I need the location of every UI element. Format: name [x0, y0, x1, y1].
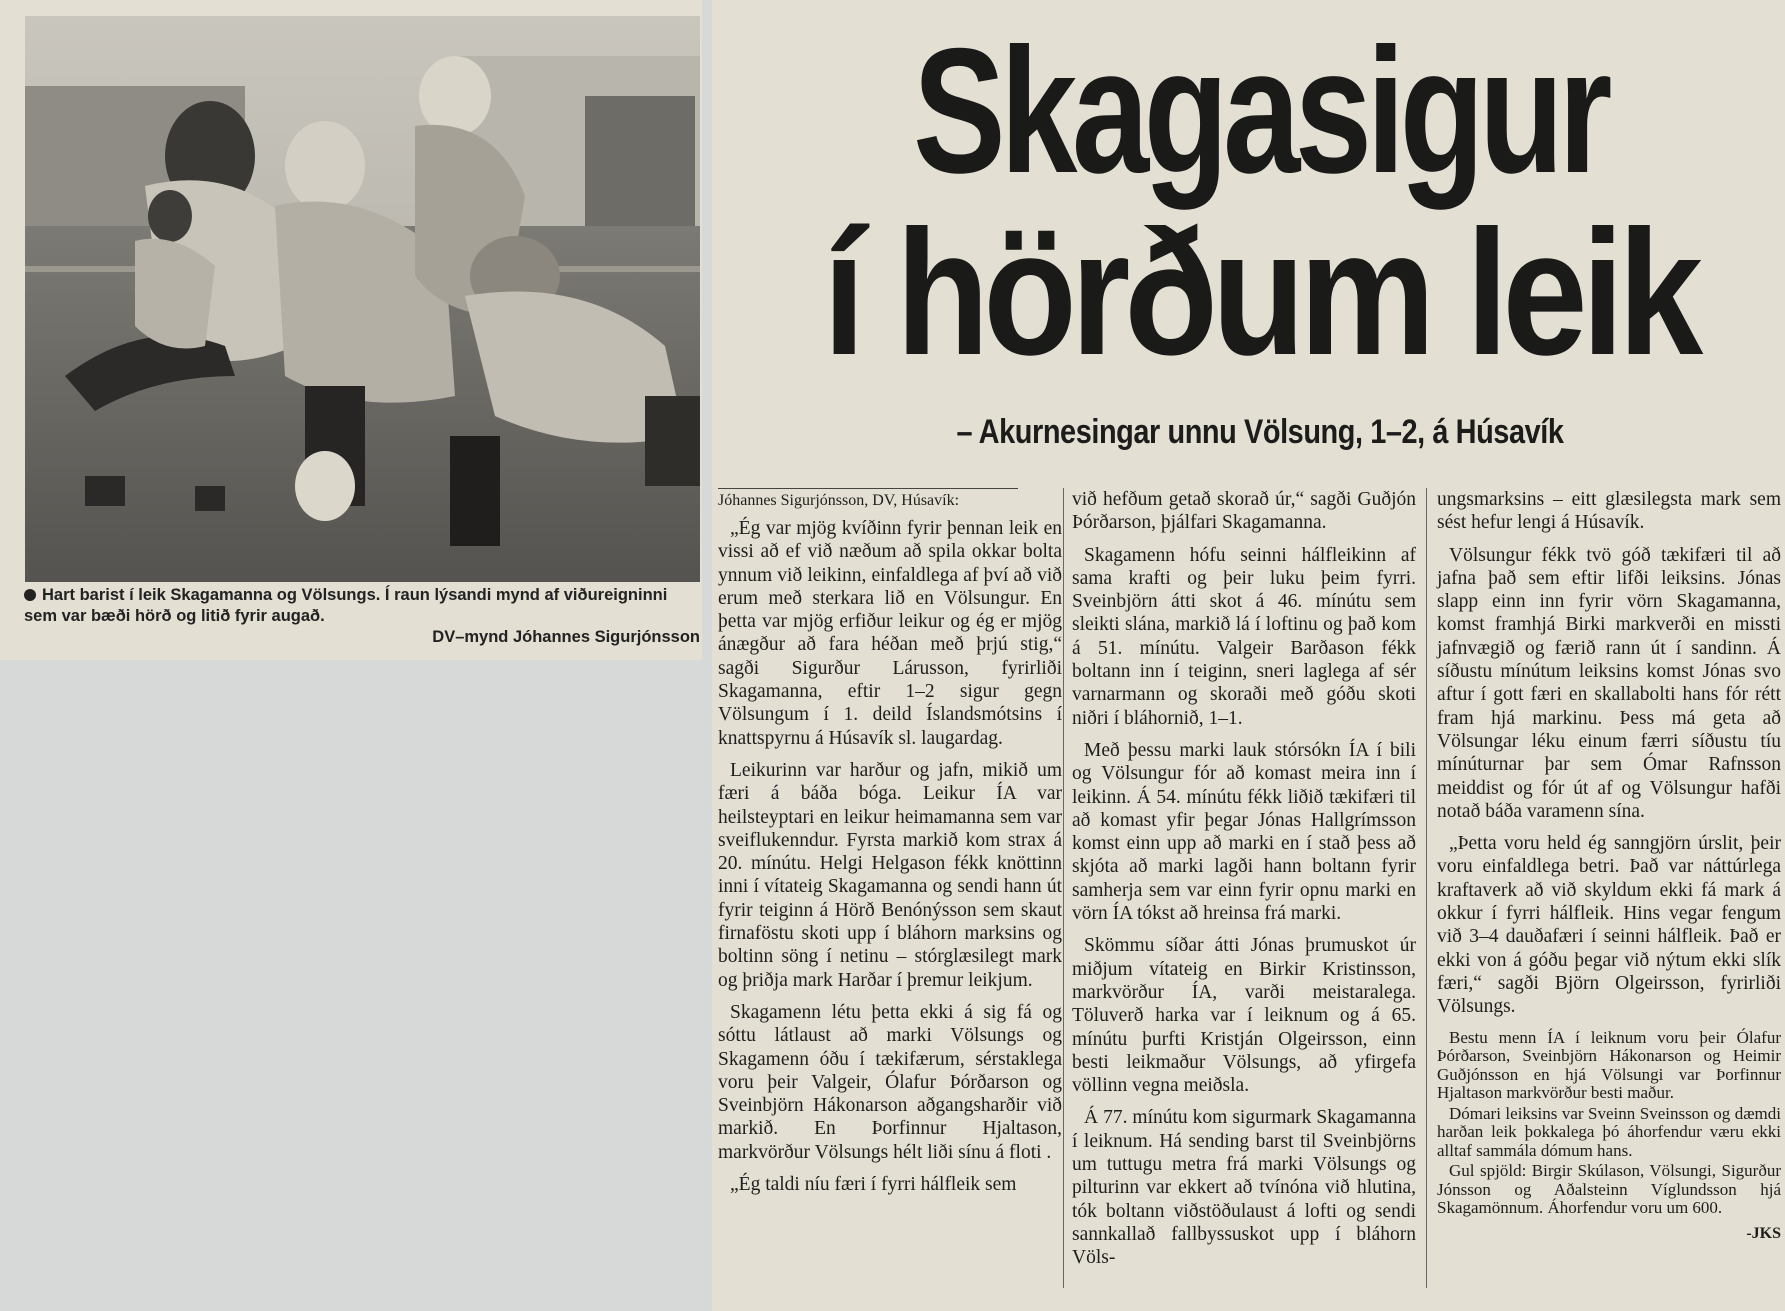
paragraph: Á 77. mínútu kom sigurmark Skagamanna í leiknum. Há sending barst til Sveinbjörns um tuttugu metra frá marki Völsungs og pilturinn var ekkert að tvínóna við hlutina, tók boltann viðstöðulaust á lofti og sendi sannkallað fallbyssuskot upp í bláhorn Völs- [1072, 1107, 1416, 1269]
headline [740, 11, 1780, 392]
paragraph: „Ég taldi níu færi í fyrri hálfleik sem [730, 1174, 1017, 1196]
subheadline: – Akurnesingar unnu Völsung, 1–2, á Húsavík [956, 413, 1564, 451]
photo-clipping [0, 0, 702, 660]
summary-paragraph: Bestu menn ÍA í leiknum voru þeir Ólafur Þórðarson, Sveinbjörn Hákonarson og Heimir Guðjónsson en hjá Völsungi var Þorfinnur Hjaltason markvörður besti maður. [1437, 1027, 1781, 1103]
article-column-2 [1072, 488, 1416, 1270]
paragraph: Leikurinn var harður og jafn, mikið um færi á báða bóga. Leikur ÍA var heilsteyptari en leikur heimamanna sem var sveiflukenndur. Fyrsta markið kom strax á 20. mínútu. Helgi Helgason fékk knöttinn inni í vítateig Skagamanna og sendi hann út fyrir teiginn á Hörð Benónýsson sem skaut firnaföstu skoti upp í bláhorn marksins og boltinn söng í netinu – stórglæsilegt mark og þriðja mark Harðar í þremur leikjum. [718, 759, 1062, 991]
paragraph: við hefðum getað skorað úr,“ sagði Guðjón Þórðarson, þjálfari Skagamanna. [1072, 489, 1416, 534]
football-players-photo [25, 16, 700, 582]
headline-line-1: Skagasigur [913, 11, 1607, 210]
photo-illustration [25, 16, 700, 582]
column-divider [1426, 488, 1427, 1288]
summary-paragraph: Gul spjöld: Birgir Skúlason, Völsungi, Sigurður Jónsson og Aðalsteinn Víglundsson hjá Skagamönnum. Áhorfendur voru um 600. [1437, 1161, 1781, 1218]
photo-caption [24, 585, 700, 648]
byline: Jóhannes Sigurjónsson, DV, Húsavík: [718, 488, 1018, 511]
summary-paragraph: Dómari leiksins var Sveinn Sveinsson og dæmdi harðan leik þokkalega þó áhorfendur væru ekki alltaf sammála dómum hans. [1437, 1103, 1781, 1160]
paragraph: „Þetta voru held ég sanngjörn úrslit, þeir voru einfaldlega betri. Það var náttúrlega kraftaverk að við skyldum ekki fá mark á okkur í fyrri hálfleik. Hins vegar fengum við 3–4 dauðafæri í seinni hálfleik. Það er ekki von á góðu þegar við nýtum ekki slík færi,“ sagði Björn Olgeirsson, fyrirliði Völsungs. [1437, 833, 1781, 1018]
article-column-1 [718, 488, 1062, 1196]
paragraph: Skagamenn létu þetta ekki á sig fá og sóttu látlaust að marki Völsungs og Skagamenn óðu í tækifærum, sérstaklega voru þeir Valgeir, Ólafur Þórðarson og Sveinbjörn Hákonarson aðgangsharðir við markið. En Þorfinnur Hjaltason, markvörður Völsungs hélt liði sínu á floti . [718, 1001, 1062, 1163]
bullet-icon [24, 589, 36, 601]
paragraph: ungsmarksins – eitt glæsilegsta mark sem sést hefur lengi á Húsavík. [1437, 489, 1781, 534]
paragraph: Völsungur fékk tvö góð tækifæri til að jafna það sem eftir lifði leiksins. Jónas slapp einn inn fyrir vörn Skagamanna, komst framhjá Birki markverði en missti jafnvægið og færið rann út í sandinn. Á síðustu mínútum leiksins komst Jónas svo aftur í gott færi en skallabolti hans fór rétt fram hjá markinu. Þess má geta að Völsungar léku einum færri síðustu tíu mínúturnar þar sem Ómar Rafnsson meiddist og fór út af og Völsungur hafði notað báða varamenn sína. [1437, 544, 1781, 822]
caption-text: Hart barist í leik Skagamanna og Völsungs. Í raun lýsandi mynd af viðureigninni sem var bæði hörð og litið fyrir augað. [24, 586, 668, 625]
photo-credit: DV–mynd Jóhannes Sigurjónsson [432, 628, 700, 646]
paragraph: Skagamenn hófu seinni hálfleikinn af sama krafti og þeir luku þeim fyrri. Sveinbjörn átti skot á 46. mínútu sem sleikti slána, markið lá í loftinu og það kom á 51. mínútu. Valgeir Barðason fékk boltann inn í teiginn, sneri laglega af sér varnarmann og skoraði með góðu skoti niðri í bláhornið, 1–1. [1072, 544, 1416, 729]
paragraph: Skömmu síðar átti Jónas þrumuskot úr miðjum vítateig en Birkir Kristinsson, markvörður ÍA, varði meistaralega. Töluverð harka var í leiknum og á 65. mínútu þurfti Kristján Olgeirsson, einn besti leikmaður Völsungs, að yfirgefa völlinn vegna meiðsla. [1072, 935, 1416, 1097]
author-signature: -JKS [1746, 1224, 1781, 1242]
paragraph: Með þessu marki lauk stórsókn ÍA í bili og Völsungur fór að komast meira inn í leikinn. Á 54. mínútu fékk liðið tækifæri til að komast yfir þegar Jónas Hallgrímsson komst einn upp að marki en í stað þess að skjóta að marki lagði hann boltann fyrir samherja sem var einn fyrir opnu marki en vörn ÍA tókst að hreinsa frá marki. [1072, 739, 1416, 925]
paragraph: „Ég var mjög kvíðinn fyrir þennan leik en vissi að ef við næðum að spila okkar bolta ynnum við leikinn, einfaldlega af því að við erum með sterkara lið en Völsungur. En þetta var mjög erfiður leikur og ég er mjög ánægður að fara héðan með þrjú stig,“ sagði Sigurður Lárusson, fyrirliði Skagamanna, eftir 1–2 sigur gegn Völsungum í 1. deild Íslandsmótsins í knattspyrnu á Húsavík sl. laugardag. [718, 518, 1062, 749]
headline-line-2: í hörðum leik [822, 193, 1698, 392]
column-divider [1063, 488, 1064, 1288]
article-column-3 [1437, 488, 1781, 1245]
